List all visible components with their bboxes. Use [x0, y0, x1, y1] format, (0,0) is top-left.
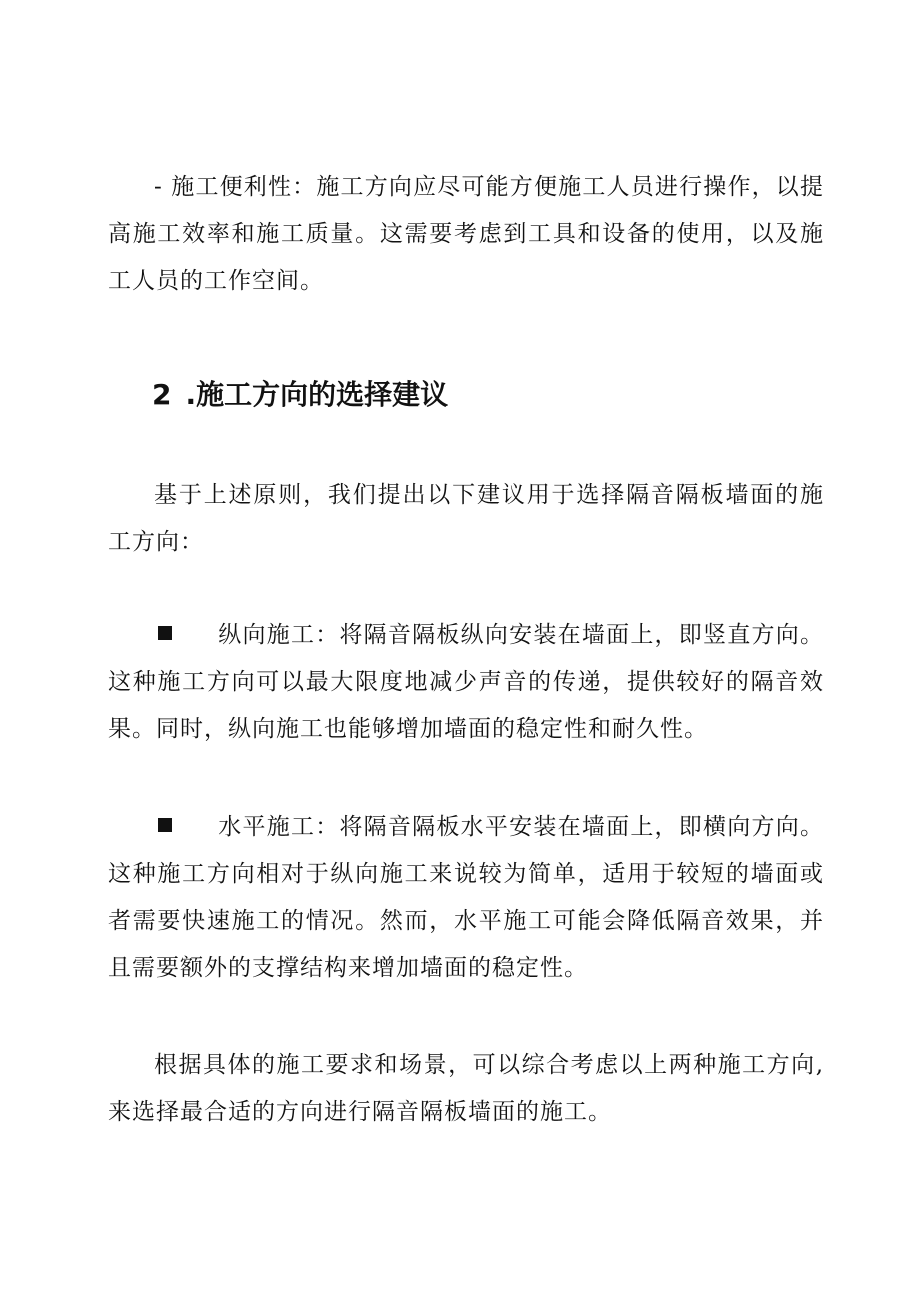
bullet-item-vertical: [108, 612, 824, 753]
bullet-text-horizontal: 水平施工：将隔音隔板水平安装在墙面上，即横向方向。这种施工方向相对于纵向施工来说较为简单，适用于较短的墙面或者需要快速施工的情况。然而，水平施工可能会降低隔音效果，并且需要额外的支撑结构来增加墙面的稳定性。: [108, 814, 824, 981]
section-number: 2: [152, 378, 172, 411]
bullet-text-vertical: 纵向施工：将隔音隔板纵向安装在墙面上，即竖直方向。这种施工方向可以最大限度地减少声音的传递，提供较好的隔音效果。同时，纵向施工也能够增加墙面的稳定性和耐久性。: [108, 622, 824, 742]
bullet-square-icon: [158, 626, 172, 640]
section-heading: [152, 370, 448, 420]
conclusion-paragraph: 根据具体的施工要求和场景，可以综合考虑以上两种施工方向,来选择最合适的方向进行隔音隔板墙面的施工。: [108, 1052, 824, 1125]
bullet-square-icon: [158, 818, 172, 832]
convenience-paragraph: - 施工便利性：施工方向应尽可能方便施工人员进行操作，以提高施工效率和施工质量。这需要考虑到工具和设备的使用，以及施工人员的工作空间。: [108, 174, 824, 294]
bullet-item-horizontal: [108, 804, 824, 992]
section-title: .施工方向的选择建议: [185, 378, 449, 411]
intro-paragraph: 基于上述原则，我们提出以下建议用于选择隔音隔板墙面的施工方向：: [108, 482, 824, 555]
